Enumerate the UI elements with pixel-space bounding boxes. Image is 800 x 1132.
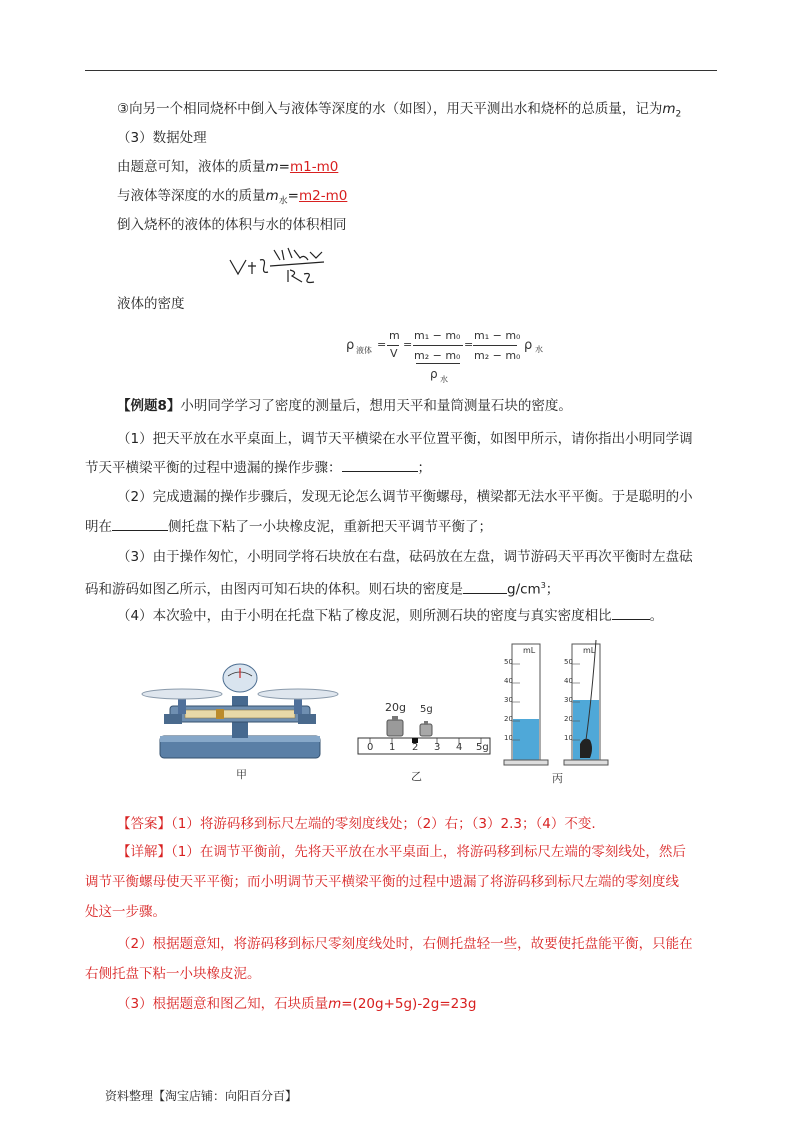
question-3-cont: 码和游码如图乙所示，由图丙可知石块的体积。则石块的密度是 $g/cm^3$； — [85, 581, 560, 598]
answer-blank — [112, 517, 168, 531]
answer-blank — [463, 580, 507, 594]
header-rule — [85, 70, 717, 71]
explanation-line: （2）根据题意知，将游码移到标尺零刻度线处时，右侧托盘轻一些，故要使托盘能平衡，只能在 — [117, 936, 693, 952]
garbled-formula-image — [228, 244, 328, 286]
question-2: （2）完成遗漏的操作步骤后，发现无论怎么调节平衡螺母，横梁都无法水平平衡。于是聪明的小 — [117, 489, 693, 505]
question-4: （4）本次验中，由于小明在托盘下粘了橡皮泥，则所测石块的密度与真实密度相比 。 — [117, 608, 664, 624]
answer-blank: m1-m0 — [289, 159, 339, 175]
caption-bing: 丙 — [552, 772, 563, 785]
question-1: （1）把天平放在水平桌面上，调节天平横梁在水平位置平衡，如图甲所示，请你指出小明同学调 — [117, 431, 693, 447]
section-heading: （3）数据处理 — [117, 130, 207, 146]
caption-yi: 乙 — [411, 770, 422, 783]
explanation-line: 处这一步骤。 — [85, 904, 166, 920]
question-3: （3）由于操作匆忙，小明同学将石块放在右盘，砝码放在左盘，调节游码天平再次平衡时左盘砝 — [117, 549, 693, 565]
answer-line: 【答案】（1）将游码移到标尺左端的零刻度线处；（2）右；（3）2.3；（4）不变. — [117, 816, 596, 832]
example-intro: 【例题8】小明同学学习了密度的测量后，想用天平和量筒测量石块的密度。 — [117, 398, 572, 414]
explanation-line: 调节平衡螺母使天平平衡；而小明调节天平横梁平衡的过程中遗漏了将游码移到标尺左端的零刻度线 — [85, 874, 679, 890]
weight-label-5g: 5g — [420, 704, 433, 715]
weight-label-20g: 20g — [385, 701, 406, 714]
text-line: 倒入烧杯的液体的体积与水的体积相同 — [117, 217, 347, 233]
text-line: 由题意可知，液体的质量m=m1-m0 — [117, 159, 339, 175]
caption-jia: 甲 — [236, 768, 247, 781]
question-1-cont: 节天平横梁平衡的过程中遗漏的操作步骤： ； — [85, 460, 431, 476]
text-line: 与液体等深度的水的质量$m_水=m2-m0$ — [117, 188, 348, 207]
weights-ruler-figure — [355, 714, 495, 764]
explanation-line: （3）根据题意和图乙知，石块质量m=(20g+5g)-2g=23g — [117, 996, 477, 1012]
balance-scale-figure — [140, 656, 340, 762]
question-2-cont: 明在 侧托盘下粘了一小块橡皮泥，重新把天平调节平衡了； — [85, 519, 492, 535]
explanation-line: 右侧托盘下粘一小块橡皮泥。 — [85, 966, 261, 982]
answer-blank: m2-m0 — [298, 188, 348, 204]
graduated-cylinders-figure — [500, 636, 620, 768]
footer-text: 资料整理【淘宝店铺：向阳百分百】 — [105, 1089, 298, 1103]
explanation-line: 【详解】（1）在调节平衡前，先将天平放在水平桌面上，将游码移到标尺左端的零刻线处，然后 — [117, 844, 686, 860]
answer-blank — [342, 458, 418, 472]
text-line: ③向另一个相同烧杯中倒入与液体等深度的水（如图），用天平测出水和烧杯的总质量，记为$m_2$ — [117, 101, 682, 120]
text-line: 液体的密度 — [117, 296, 185, 312]
answer-blank — [612, 606, 650, 620]
